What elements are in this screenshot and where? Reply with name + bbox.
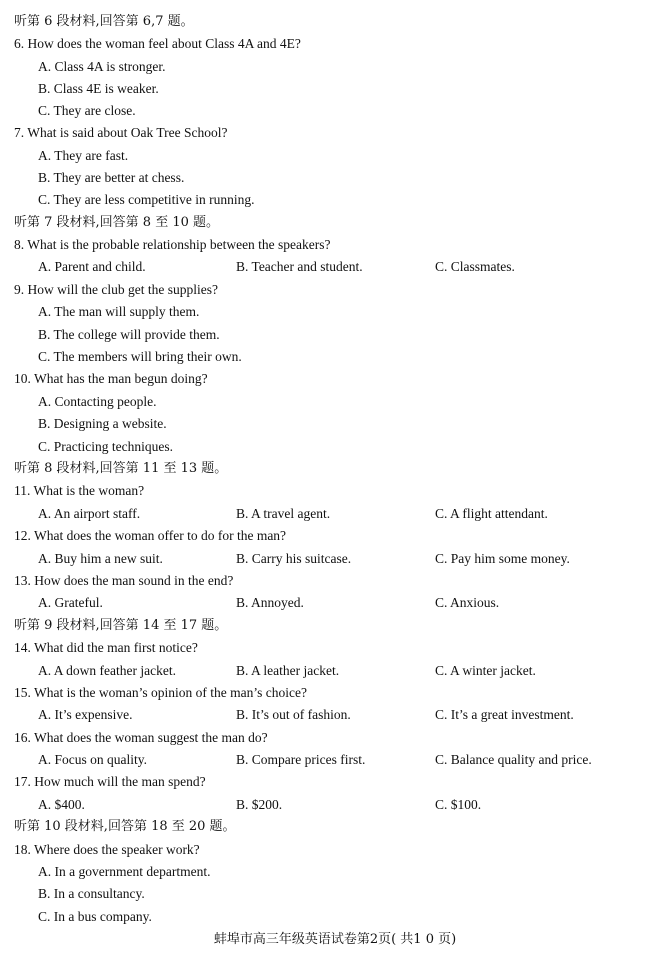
section-7-heading: 听第 7 段材料,回答第 8 至 10 题。	[14, 215, 220, 230]
question-6-stem: 6. How does the woman feel about Class 4A and 4E?	[14, 36, 301, 51]
question-8-option-b: B. Teacher and student.	[236, 259, 363, 274]
question-6-option-b: B. Class 4E is weaker.	[38, 81, 159, 96]
question-17-options	[38, 794, 658, 816]
section-6-heading: 听第 6 段材料,回答第 6,7 题。	[14, 14, 194, 29]
question-6-option-c: C. They are close.	[38, 103, 136, 118]
question-9-option-a: A. The man will supply them.	[38, 304, 200, 319]
question-14-stem: 14. What did the man first notice?	[14, 640, 198, 655]
question-15-option-c: C. It’s a great investment.	[435, 707, 574, 722]
question-9-option-c: C. The members will bring their own.	[38, 349, 242, 364]
question-11-option-a: A. An airport staff.	[38, 506, 141, 521]
question-15-option-a: A. It’s expensive.	[38, 707, 133, 722]
question-6-option-a: A. Class 4A is stronger.	[38, 59, 166, 74]
question-15-stem: 15. What is the woman’s opinion of the man’s choice?	[14, 685, 307, 700]
question-17-stem: 17. How much will the man spend?	[14, 774, 206, 789]
question-16-option-a: A. Focus on quality.	[38, 752, 147, 767]
section-10-heading: 听第 10 段材料,回答第 18 至 20 题。	[14, 819, 236, 834]
page-footer: 蚌埠市高三年级英语试卷第2页( 共1 0 页)	[213, 932, 457, 947]
question-13-option-b: B. Annoyed.	[236, 595, 304, 610]
question-8-stem: 8. What is the probable relationship between the speakers?	[14, 237, 331, 252]
question-18-option-b: B. In a consultancy.	[38, 886, 145, 901]
question-10-option-a: A. Contacting people.	[38, 394, 157, 409]
question-10-option-c: C. Practicing techniques.	[38, 439, 173, 454]
question-14-options	[38, 660, 658, 682]
question-18-stem: 18. Where does the speaker work?	[14, 842, 200, 857]
question-16-option-b: B. Compare prices first.	[236, 752, 366, 767]
question-13-stem: 13. How does the man sound in the end?	[14, 573, 234, 588]
question-9-option-b: B. The college will provide them.	[38, 327, 220, 342]
question-12-stem: 12. What does the woman offer to do for the man?	[14, 528, 287, 543]
question-15-option-b: B. It’s out of fashion.	[236, 707, 351, 722]
question-12-option-b: B. Carry his suitcase.	[236, 551, 352, 566]
question-12-options	[38, 548, 658, 570]
question-10-option-b: B. Designing a website.	[38, 416, 167, 431]
question-11-options	[38, 503, 658, 525]
question-18-option-a: A. In a government department.	[38, 864, 211, 879]
question-17-option-b: B. $200.	[236, 797, 283, 812]
question-17-option-c: C. $100.	[435, 797, 482, 812]
question-16-option-c: C. Balance quality and price.	[435, 752, 592, 767]
question-14-option-c: C. A winter jacket.	[435, 663, 536, 678]
question-13-options	[38, 592, 658, 614]
question-8-option-a: A. Parent and child.	[38, 259, 146, 274]
question-7-option-b: B. They are better at chess.	[38, 170, 185, 185]
question-12-option-a: A. Buy him a new suit.	[38, 551, 163, 566]
question-18-option-c: C. In a bus company.	[38, 909, 152, 924]
question-15-options	[38, 704, 658, 726]
question-11-stem: 11. What is the woman?	[14, 483, 145, 498]
question-17-option-a: A. $400.	[38, 797, 85, 812]
question-7-stem: 7. What is said about Oak Tree School?	[14, 125, 228, 140]
question-8-options	[38, 256, 658, 278]
question-7-option-c: C. They are less competitive in running.	[38, 192, 255, 207]
question-11-option-c: C. A flight attendant.	[435, 506, 548, 521]
question-14-option-b: B. A leather jacket.	[236, 663, 340, 678]
question-11-option-b: B. A travel agent.	[236, 506, 331, 521]
question-13-option-a: A. Grateful.	[38, 595, 103, 610]
section-8-heading: 听第 8 段材料,回答第 11 至 13 题。	[14, 461, 228, 476]
question-10-stem: 10. What has the man begun doing?	[14, 371, 208, 386]
question-16-stem: 16. What does the woman suggest the man do?	[14, 730, 268, 745]
question-12-option-c: C. Pay him some money.	[435, 551, 570, 566]
section-9-heading: 听第 9 段材料,回答第 14 至 17 题。	[14, 618, 228, 633]
question-8-option-c: C. Classmates.	[435, 259, 515, 274]
question-13-option-c: C. Anxious.	[435, 595, 500, 610]
question-9-stem: 9. How will the club get the supplies?	[14, 282, 218, 297]
question-14-option-a: A. A down feather jacket.	[38, 663, 176, 678]
question-16-options	[38, 749, 658, 771]
question-7-option-a: A. They are fast.	[38, 148, 129, 163]
